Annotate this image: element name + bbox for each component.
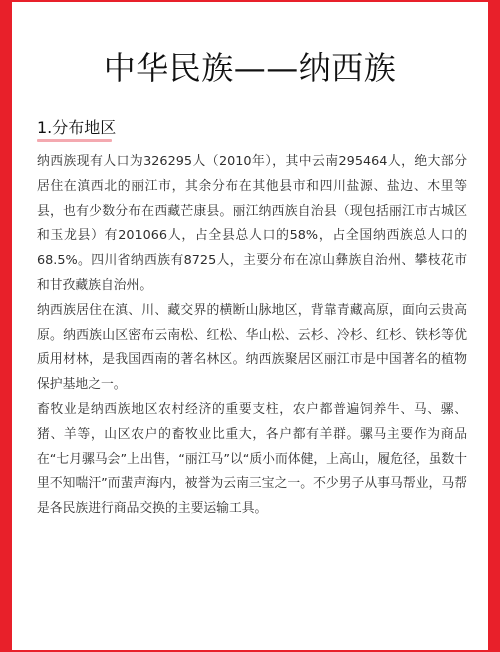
article-body xyxy=(37,150,467,522)
paragraph-geography: 纳西族居住在滇、川、藏交界的横断山脉地区，背靠青藏高原，面向云贵高原。纳西族山区密布云南松、红松、华山松、云杉、冷杉、红杉、铁杉等优质用材林，是我国西南的著名林区。纳西族聚居区丽江市是中国著名的植物保护基地之一。 xyxy=(37,302,467,393)
section-heading: 1.分布地区 xyxy=(37,118,117,137)
paragraph-population: 纳西族现有人口为326295人（2010年），其中云南295464人，绝大部分居住在滇西北的丽江市，其余分布在其他县市和四川盐源、盐边、木里等县，也有少数分布在西藏芒康县。丽江纳西族自治县（现包括丽江市古城区和玉龙县）有201066人，占全县总人口的58%，占全国纳西族总人口的68.5%。四川省纳西族有8725人，主要分布在凉山彝族自治州、攀枝花市和甘孜藏族自治州。 xyxy=(37,154,467,293)
page-title: 中华民族——纳西族 xyxy=(103,49,397,87)
paragraph-livestock: 畜牧业是纳西族地区农村经济的重要支柱，农户都普遍饲养牛、马、骡、猪、羊等，山区农户的畜牧业比重大，各户都有羊群。骡马主要作为商品在“七月骡马会”上出售，“丽江马”以“质小而体健，上高山，履危径，虽数十里不知喘汗”而蜚声海内，被誉为云南三宝之一。不少男子从事马帮业，马帮是各民族进行商品交换的主要运输工具。 xyxy=(37,401,467,517)
section-heading-underline xyxy=(37,139,112,142)
